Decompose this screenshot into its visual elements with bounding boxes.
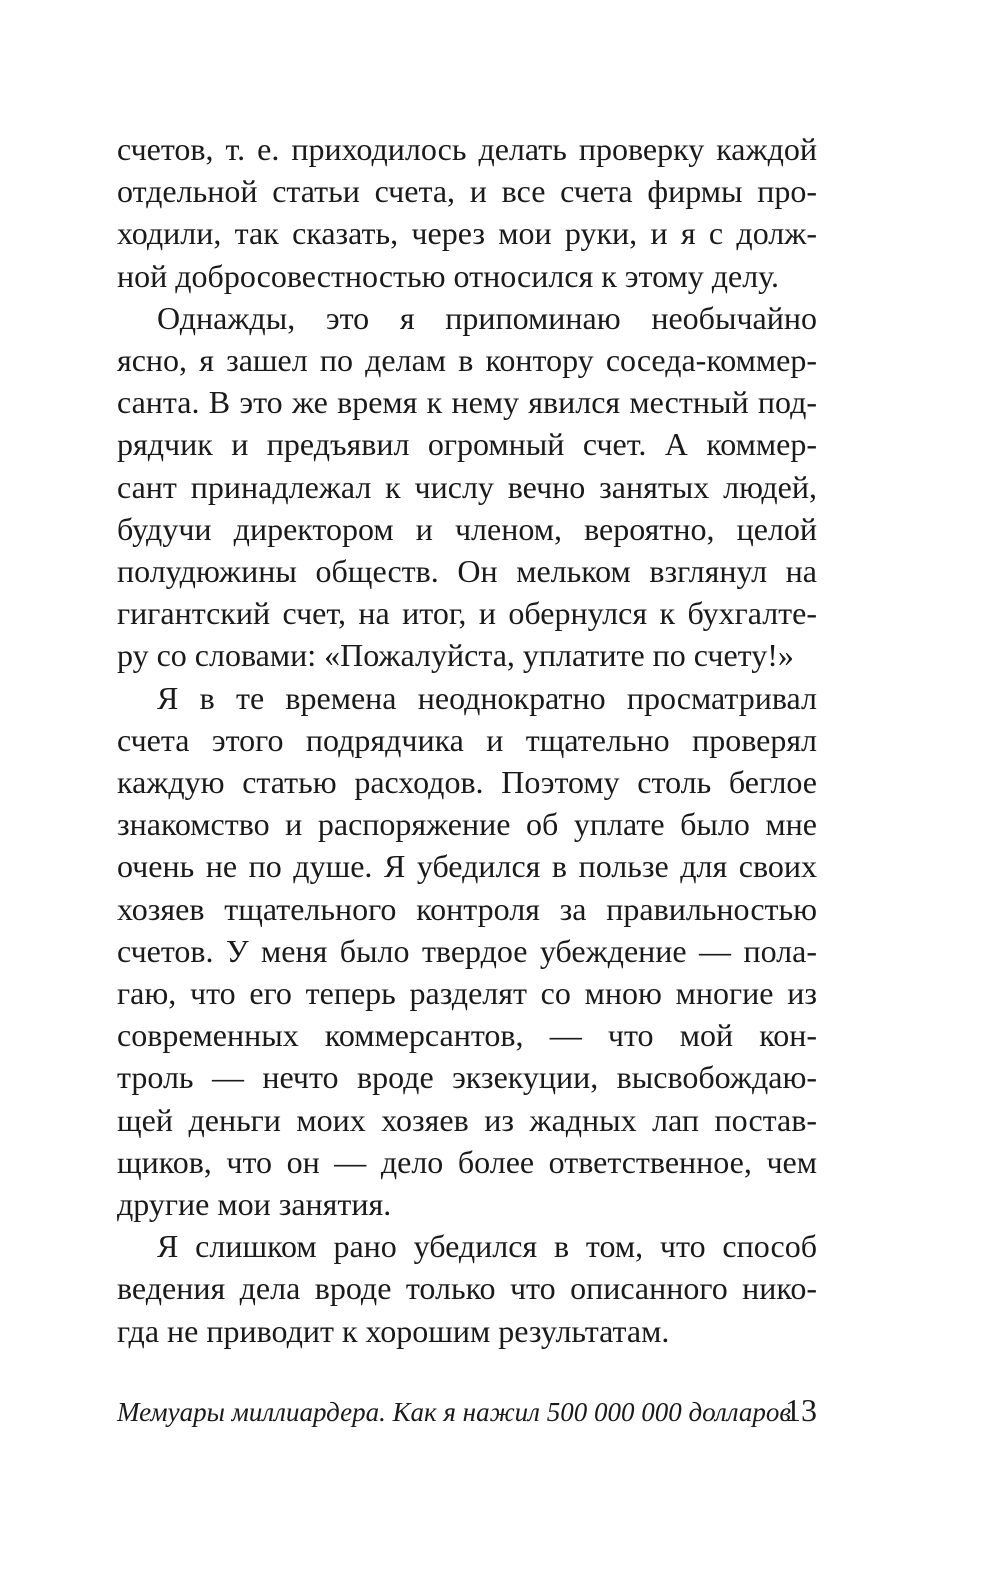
- text-line: ру со словами: «Пожалуйста, уплатите по счету!»: [117, 637, 794, 674]
- text-line: ходили, так сказать, через мои руки, и я с долж-: [117, 215, 817, 252]
- text-line: гаю, что его теперь разделят со мною многие из: [117, 975, 817, 1012]
- text-line: счета этого подрядчика и тщательно проверял: [117, 721, 817, 758]
- page-number: 13: [785, 1392, 817, 1428]
- text-line: полудюжины обществ. Он мельком взглянул на: [117, 553, 817, 590]
- text-line: Я слишком рано убедился в том, что способ: [157, 1228, 817, 1265]
- text-line: ясно, я зашел по делам в контору соседа-коммер-: [117, 342, 817, 379]
- text-line: ведения дела вроде только что описанного нико-: [117, 1270, 817, 1307]
- text-line: ной добросовестностью относился к этому делу.: [117, 257, 779, 294]
- text-line: другие мои занятия.: [117, 1186, 392, 1223]
- text-line: троль — нечто вроде экзекуции, высвобождаю-: [117, 1059, 817, 1096]
- text-line: каждую статью расходов. Поэтому столь беглое: [117, 764, 817, 801]
- page-body: [117, 128, 817, 1352]
- text-line: щиков, что он — дело более ответственное, чем: [117, 1143, 817, 1180]
- text-line: Однажды, это я припоминаю необычайно: [157, 299, 817, 336]
- text-line: будучи директором и членом, вероятно, целой: [117, 510, 817, 547]
- text-line: современных коммерсантов, — что мой кон-: [117, 1017, 817, 1054]
- text-line: санта. В это же время к нему явился местный под-: [117, 384, 817, 421]
- text-line: знакомство и распоряжение об уплате было мне: [117, 806, 817, 843]
- text-line: гигантский счет, на итог, и обернулся к бухгалте-: [117, 595, 817, 632]
- page-footer: [117, 1392, 817, 1432]
- text-line: сант принадлежал к числу вечно занятых людей,: [117, 468, 817, 505]
- text-line: хозяев тщательного контроля за правильностью: [117, 890, 817, 927]
- text-line: счетов, т. е. приходилось делать проверку каждой: [117, 131, 817, 167]
- text-line: гда не приводит к хорошим результатам.: [117, 1312, 670, 1349]
- text-line: щей деньги моих хозяев из жадных лап постав-: [117, 1101, 817, 1138]
- text-line: Я в те времена неоднократно просматривал: [157, 679, 817, 716]
- paragraph-4: [117, 1225, 817, 1352]
- paragraph-1: [117, 128, 817, 297]
- paragraph-2: [117, 297, 817, 677]
- text-line: очень не по душе. Я убедился в пользе для своих: [117, 848, 817, 885]
- text-line: счетов. У меня было твердое убеждение — пола-: [117, 932, 817, 969]
- text-line: рядчик и предъявил огромный счет. А коммер-: [117, 426, 817, 463]
- running-title: Мемуары миллиардера. Как я нажил 500 000 000 долларов: [117, 1397, 792, 1427]
- paragraph-3: [117, 677, 817, 1226]
- text-line: отдельной статьи счета, и все счета фирмы про-: [117, 173, 817, 210]
